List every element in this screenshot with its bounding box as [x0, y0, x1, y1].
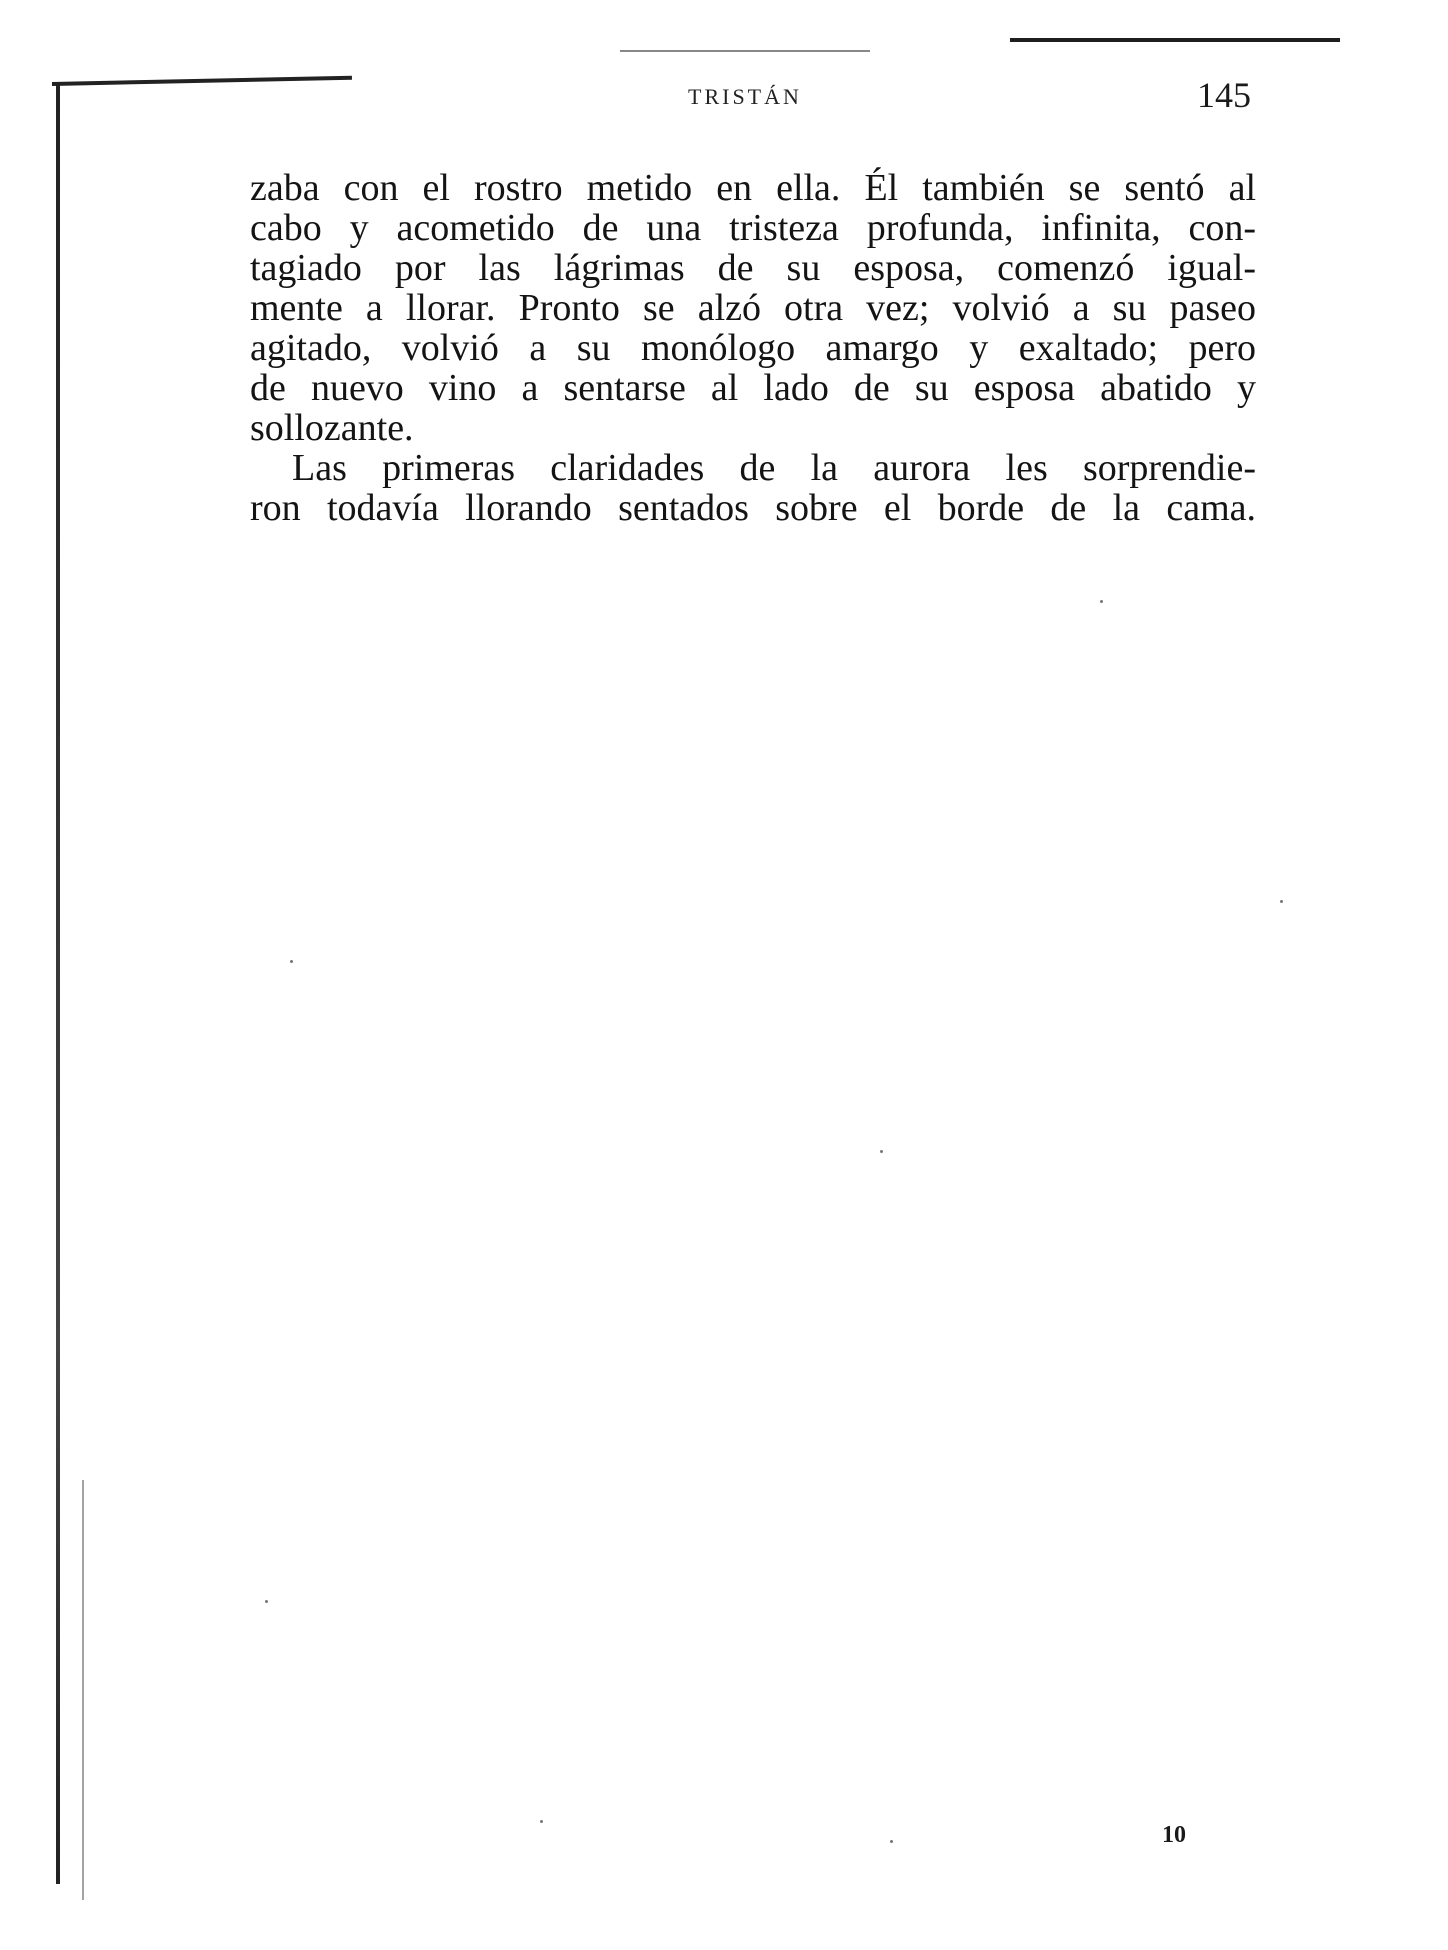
scan-speck: [890, 1840, 893, 1843]
text-line: sollozante.: [250, 407, 414, 449]
text-line: cabo y acometido de una tristeza profunda, infinita, con-: [250, 207, 1256, 249]
text-line: Las primeras claridades de la aurora les sorprendie-: [292, 447, 1256, 489]
scan-speck: [880, 1150, 883, 1153]
scan-speck: [290, 960, 293, 963]
body-text: [250, 168, 1256, 528]
text-line: de nuevo vino a sentarse al lado de su esposa abatido y: [250, 367, 1256, 409]
scan-speck: [1280, 900, 1283, 903]
running-head: TRISTÁN: [688, 84, 802, 109]
text-line: mente a llorar. Pronto se alzó otra vez; volvió a su paseo: [250, 287, 1256, 329]
scan-edge-left-inner: [82, 1480, 84, 1900]
scan-edge-left: [56, 84, 60, 1884]
text-line: tagiado por las lágrimas de su esposa, comenzó igual-: [250, 247, 1256, 289]
scan-speck: [1100, 600, 1103, 603]
page-number: 145: [1197, 75, 1251, 115]
text-line: zaba con el rostro metido en ella. Él también se sentó al: [250, 167, 1256, 209]
printer-signature: 10: [1162, 1822, 1186, 1848]
text-line: ron todavía llorando sentados sobre el borde de la cama.: [250, 487, 1256, 529]
scan-edge-top-left: [52, 76, 352, 86]
scan-speck: [540, 1820, 543, 1823]
scan-edge-top-mid: [620, 50, 870, 52]
scan-speck: [265, 1600, 268, 1603]
scan-edge-top-right: [1010, 38, 1340, 42]
text-line: agitado, volvió a su monólogo amargo y exaltado; pero: [250, 327, 1256, 369]
